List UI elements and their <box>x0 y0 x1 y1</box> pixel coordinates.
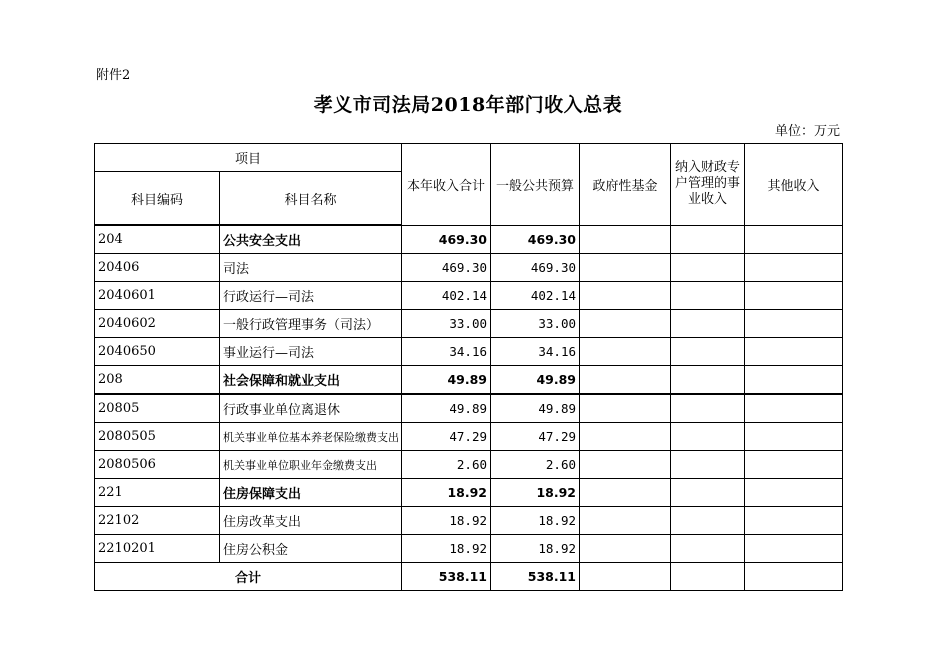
row-code: 204 <box>95 225 220 254</box>
row-fiscal-special <box>671 338 745 366</box>
summary-fiscal-special <box>671 563 745 591</box>
row-name: 司法 <box>220 254 402 282</box>
row-fiscal-special <box>671 479 745 507</box>
row-code: 2040601 <box>95 282 220 310</box>
row-gov-fund <box>580 479 671 507</box>
row-name: 行政事业单位离退休 <box>220 394 402 423</box>
row-general: 18.92 <box>491 535 580 563</box>
row-fiscal-special <box>671 282 745 310</box>
row-total: 33.00 <box>402 310 491 338</box>
unit-label: 单位：万元 <box>774 124 840 139</box>
row-code: 22102 <box>95 507 220 535</box>
table-row <box>95 535 843 563</box>
row-general: 34.16 <box>491 338 580 366</box>
row-name: 行政运行—司法 <box>220 282 402 310</box>
table-row <box>95 366 843 395</box>
row-other <box>745 310 843 338</box>
header-code: 科目编码 <box>95 172 220 226</box>
table-row <box>95 394 843 423</box>
row-name: 社会保障和就业支出 <box>220 366 402 395</box>
row-other <box>745 479 843 507</box>
row-general: 33.00 <box>491 310 580 338</box>
row-other <box>745 338 843 366</box>
attachment-label: 附件2 <box>96 68 131 83</box>
table-row <box>95 451 843 479</box>
row-gov-fund <box>580 310 671 338</box>
row-other <box>745 451 843 479</box>
row-name: 事业运行—司法 <box>220 338 402 366</box>
row-general: 402.14 <box>491 282 580 310</box>
row-code: 20805 <box>95 394 220 423</box>
row-gov-fund <box>580 225 671 254</box>
row-general: 2.60 <box>491 451 580 479</box>
table-row <box>95 507 843 535</box>
summary-gov-fund <box>580 563 671 591</box>
header-project: 项目 <box>95 144 402 172</box>
row-other <box>745 225 843 254</box>
row-general: 47.29 <box>491 423 580 451</box>
row-general: 18.92 <box>491 479 580 507</box>
row-code: 2080505 <box>95 423 220 451</box>
row-fiscal-special <box>671 310 745 338</box>
row-general: 49.89 <box>491 366 580 395</box>
table-row <box>95 225 843 254</box>
row-gov-fund <box>580 507 671 535</box>
row-gov-fund <box>580 254 671 282</box>
row-other <box>745 366 843 395</box>
row-other <box>745 282 843 310</box>
row-code: 2210201 <box>95 535 220 563</box>
income-table <box>94 143 843 591</box>
row-general: 469.30 <box>491 225 580 254</box>
row-general: 18.92 <box>491 507 580 535</box>
row-code: 2040650 <box>95 338 220 366</box>
row-name: 机关事业单位职业年金缴费支出 <box>220 451 402 479</box>
row-code: 2080506 <box>95 451 220 479</box>
row-fiscal-special <box>671 507 745 535</box>
row-general: 49.89 <box>491 394 580 423</box>
row-fiscal-special <box>671 423 745 451</box>
row-name: 住房改革支出 <box>220 507 402 535</box>
row-total: 49.89 <box>402 366 491 395</box>
row-code: 221 <box>95 479 220 507</box>
summary-total: 538.11 <box>402 563 491 591</box>
summary-other <box>745 563 843 591</box>
row-gov-fund <box>580 451 671 479</box>
row-name: 一般行政管理事务（司法） <box>220 310 402 338</box>
row-other <box>745 423 843 451</box>
summary-general: 538.11 <box>491 563 580 591</box>
row-gov-fund <box>580 338 671 366</box>
row-total: 2.60 <box>402 451 491 479</box>
row-total: 469.30 <box>402 225 491 254</box>
row-gov-fund <box>580 394 671 423</box>
row-total: 34.16 <box>402 338 491 366</box>
header-general-budget: 一般公共预算 <box>491 144 580 226</box>
row-fiscal-special <box>671 254 745 282</box>
row-total: 47.29 <box>402 423 491 451</box>
header-fiscal-special: 纳入财政专户管理的事业收入 <box>671 144 745 226</box>
row-gov-fund <box>580 282 671 310</box>
row-code: 208 <box>95 366 220 395</box>
table-row <box>95 479 843 507</box>
row-total: 18.92 <box>402 479 491 507</box>
row-name: 公共安全支出 <box>220 225 402 254</box>
table-row <box>95 338 843 366</box>
row-gov-fund <box>580 423 671 451</box>
row-total: 18.92 <box>402 507 491 535</box>
row-gov-fund <box>580 535 671 563</box>
row-general: 469.30 <box>491 254 580 282</box>
row-name: 机关事业单位基本养老保险缴费支出 <box>220 423 402 451</box>
row-fiscal-special <box>671 366 745 395</box>
row-other <box>745 507 843 535</box>
row-total: 402.14 <box>402 282 491 310</box>
page-title: 孝义市司法局2018年部门收入总表 <box>313 94 623 116</box>
header-total: 本年收入合计 <box>402 144 491 226</box>
row-fiscal-special <box>671 394 745 423</box>
row-fiscal-special <box>671 225 745 254</box>
row-other <box>745 535 843 563</box>
header-gov-fund: 政府性基金 <box>580 144 671 226</box>
row-total: 18.92 <box>402 535 491 563</box>
row-fiscal-special <box>671 451 745 479</box>
row-other <box>745 394 843 423</box>
row-other <box>745 254 843 282</box>
row-fiscal-special <box>671 535 745 563</box>
row-total: 49.89 <box>402 394 491 423</box>
row-name: 住房公积金 <box>220 535 402 563</box>
summary-label: 合计 <box>95 563 402 591</box>
header-other: 其他收入 <box>745 144 843 226</box>
summary-row <box>95 563 843 591</box>
row-gov-fund <box>580 366 671 395</box>
row-code: 20406 <box>95 254 220 282</box>
table-row <box>95 254 843 282</box>
table-row <box>95 310 843 338</box>
row-name: 住房保障支出 <box>220 479 402 507</box>
row-total: 469.30 <box>402 254 491 282</box>
table-row <box>95 423 843 451</box>
header-name: 科目名称 <box>220 172 402 226</box>
table-row <box>95 282 843 310</box>
row-code: 2040602 <box>95 310 220 338</box>
